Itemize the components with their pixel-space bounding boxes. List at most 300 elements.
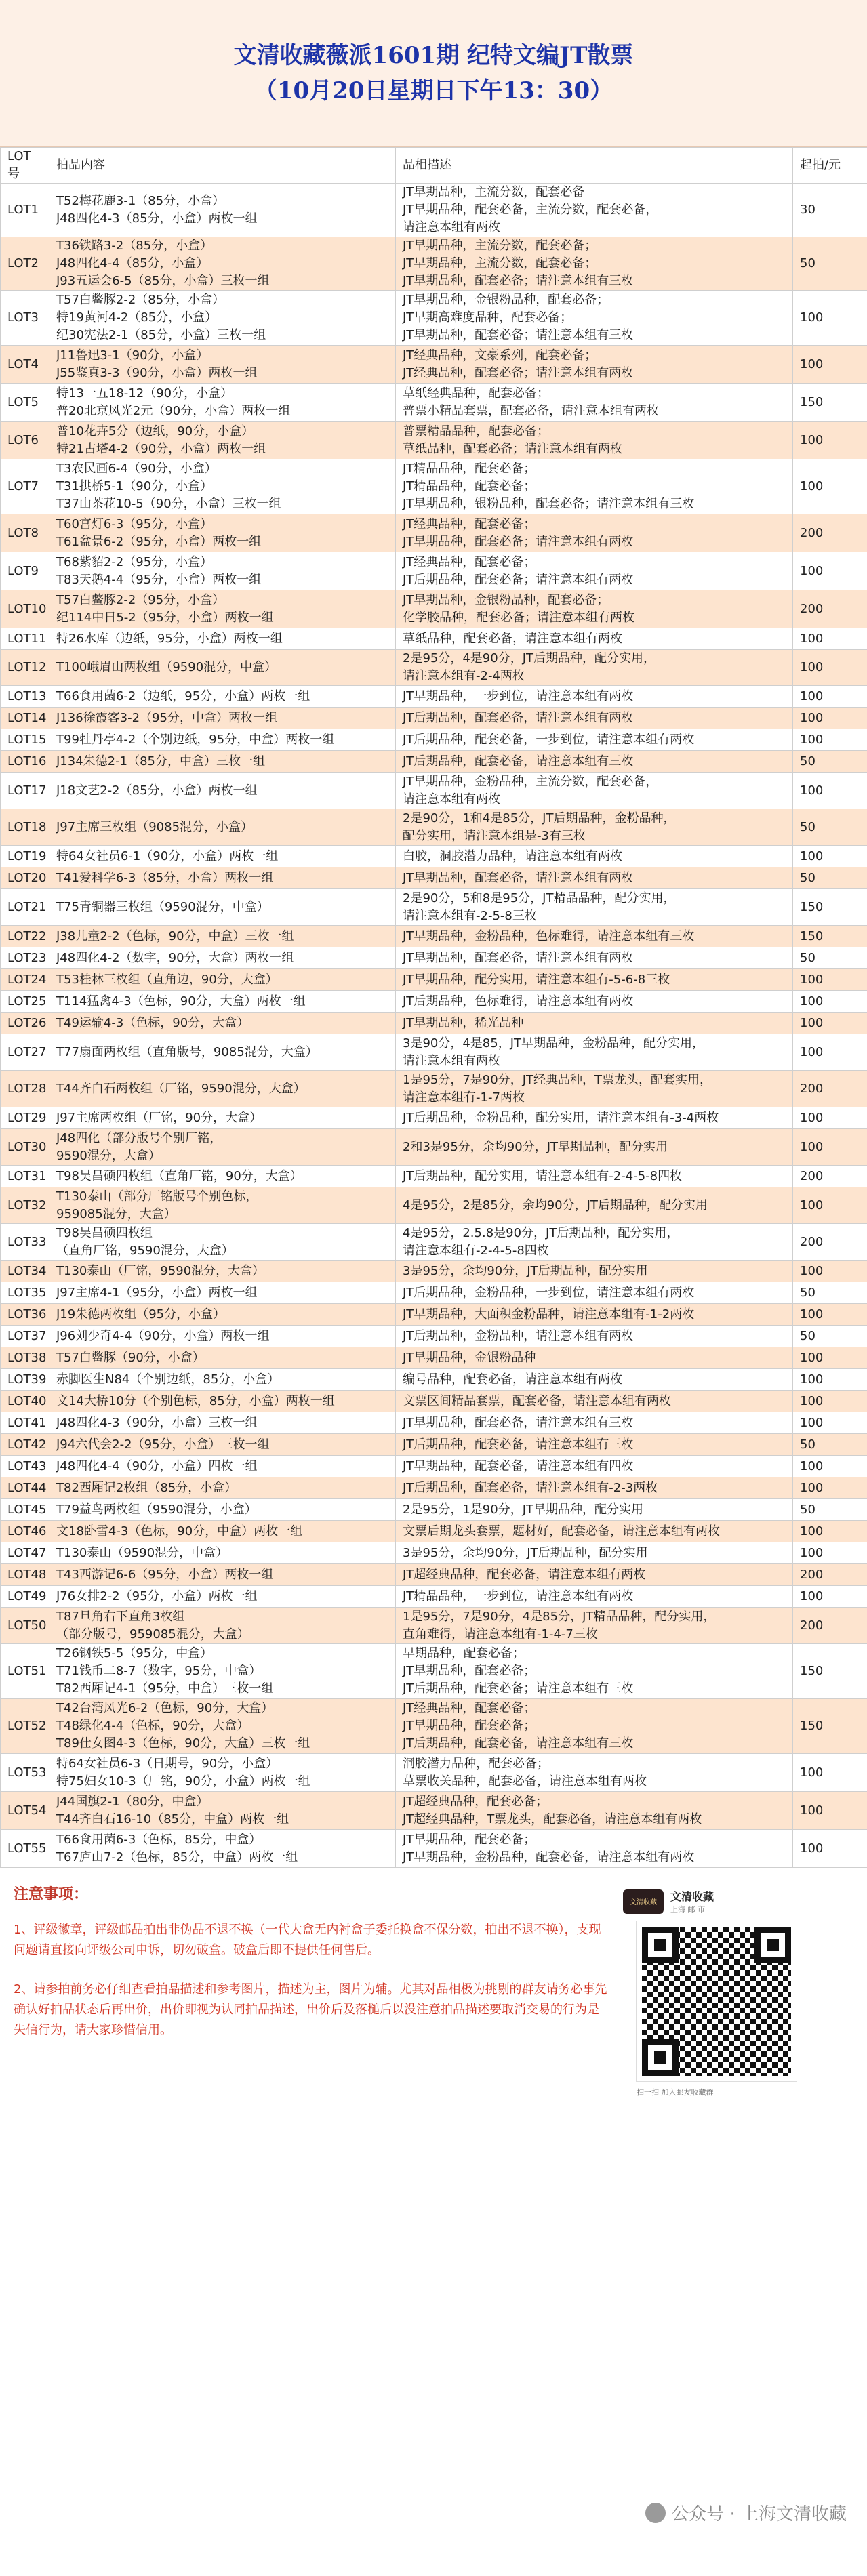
lot-content xyxy=(49,1261,396,1282)
lot-content-line: J48四化4-3（90分，小盒）三枚一组 xyxy=(56,1415,258,1430)
lot-description-line: 3是95分，余均90分，JT后期品种，配分实用 xyxy=(403,1545,648,1560)
lot-description-line: JT早期品种，配套必备； xyxy=(403,1719,536,1733)
lot-content xyxy=(49,1644,396,1699)
lot-number: LOT26 xyxy=(1,1013,49,1034)
lot-description-line: 请注意本组有两枚 xyxy=(403,220,500,234)
lot-description xyxy=(396,1129,793,1166)
lot-start-price: 100 xyxy=(793,1187,867,1224)
lot-description-line: JT后期品种，配套必备，请注意本组有三枚 xyxy=(403,1736,634,1751)
lot-start-price: 50 xyxy=(793,809,867,846)
lot-start-price: 200 xyxy=(793,1166,867,1187)
lot-content xyxy=(49,1456,396,1477)
lot-number: LOT8 xyxy=(1,514,49,552)
lot-description xyxy=(396,729,793,751)
lot-content-line: T114猛禽4-3（色标，90分，大盒）两枚一组 xyxy=(56,994,306,1008)
table-row[interactable] xyxy=(1,1456,867,1477)
table-row[interactable] xyxy=(1,1261,867,1282)
lot-content-line: 特64女社员6-3（日期号，90分，小盒） xyxy=(56,1756,279,1771)
table-row[interactable] xyxy=(1,1326,867,1347)
table-row[interactable] xyxy=(1,1129,867,1166)
page-subtitle: （10月20日星期日下午13：30） xyxy=(254,77,613,104)
lot-content-line: J136徐霞客3-2（95分，中盒）两枚一组 xyxy=(56,710,277,725)
lot-description-line: JT超经典品种，配套必备，请注意本组有两枚 xyxy=(403,1567,646,1582)
lot-table xyxy=(0,147,867,1868)
lot-content-line: T66食用菌6-3（色标，85分，中盒） xyxy=(56,1832,262,1847)
lot-start-price: 100 xyxy=(793,1129,867,1166)
table-row[interactable] xyxy=(1,846,867,867)
table-row[interactable] xyxy=(1,867,867,889)
table-row[interactable] xyxy=(1,1034,867,1071)
table-row[interactable] xyxy=(1,1521,867,1542)
lot-description xyxy=(396,1564,793,1586)
lot-start-price: 100 xyxy=(793,291,867,346)
lot-content-line: T48绿化4-4（色标，90分，大盒） xyxy=(56,1719,249,1733)
table-row[interactable] xyxy=(1,346,867,384)
lot-description xyxy=(396,867,793,889)
lot-description-line: JT早期品种，配套必备；请注意本组有两枚 xyxy=(403,534,634,549)
table-row[interactable] xyxy=(1,184,867,237)
lot-number: LOT17 xyxy=(1,773,49,809)
note-item: 1、评级徽章，评级邮品拍出非伪品不退不换（一代大盒无内衬盒子委托换盒不保分数，拍出不退不换），支现问题请直接向评级公司申诉，切勿破盒。破盒后即不提供任何售后。 xyxy=(14,1923,601,1957)
table-row[interactable] xyxy=(1,628,867,650)
lot-description xyxy=(396,1521,793,1542)
lot-content xyxy=(49,422,396,459)
lot-start-price: 100 xyxy=(793,1261,867,1282)
lot-description-line: JT早期品种，金银粉品种，配套必备； xyxy=(403,592,609,607)
lot-description xyxy=(396,1608,793,1644)
watermark xyxy=(645,2500,847,2525)
lot-content-line: T36铁路3-2（85分，小盒） xyxy=(56,239,213,253)
table-row[interactable] xyxy=(1,1391,867,1412)
lot-content-line: J48四化4-4（85分，小盒） xyxy=(56,256,209,270)
lot-description-line: JT早期品种，稀光品种 xyxy=(403,1015,524,1030)
lot-content-line: J97主席两枚组（厂铭，90分，大盒） xyxy=(56,1110,262,1125)
qr-card-header xyxy=(623,1888,826,1915)
lot-description-line: JT超经典品种，配套必备； xyxy=(403,1794,548,1809)
lot-table-body xyxy=(1,184,867,1868)
notes-section xyxy=(0,1868,867,2546)
lot-number: LOT46 xyxy=(1,1521,49,1542)
lot-description-line: JT精品品种，一步到位，请注意本组有两枚 xyxy=(403,1589,634,1603)
lot-content-line: J48四化（部分版号个别厂铭， xyxy=(56,1130,222,1145)
lot-description-line: JT早期品种，大面积金粉品种，请注意本组有-1-2两枚 xyxy=(403,1307,695,1322)
lot-content xyxy=(49,552,396,590)
lot-number: LOT3 xyxy=(1,291,49,346)
lot-number: LOT21 xyxy=(1,889,49,926)
lot-description-line: 2是95分，1是90分，JT早期品种，配分实用 xyxy=(403,1502,644,1517)
lot-number: LOT24 xyxy=(1,969,49,991)
page-title: 文清收藏薇派1601期 纪特文编JT散票 xyxy=(233,42,634,69)
table-row[interactable] xyxy=(1,590,867,628)
table-row[interactable] xyxy=(1,1304,867,1326)
lot-content-line: 纪30宪法2-1（85分，小盒）三枚一组 xyxy=(56,328,266,342)
lot-description xyxy=(396,1224,793,1261)
lot-content-line: J94六代会2-2（95分，小盒）三枚一组 xyxy=(56,1437,270,1452)
lot-content-line: （直角厂铭，9590混分，大盒） xyxy=(56,1243,234,1258)
lot-content-line: T49运输4-3（色标，90分，大盒） xyxy=(56,1015,249,1030)
lot-description xyxy=(396,291,793,346)
table-row[interactable] xyxy=(1,1282,867,1304)
table-row[interactable] xyxy=(1,773,867,809)
lot-content xyxy=(49,1412,396,1434)
lot-description-line: JT后期品种，配分实用，请注意本组有-2-4-5-8四枚 xyxy=(403,1168,683,1183)
qr-brand-name: 文清收藏 xyxy=(670,1890,714,1903)
lot-description xyxy=(396,686,793,708)
lot-description-line: 编号品种，配套必备，请注意本组有两枚 xyxy=(403,1372,622,1387)
lot-content-line: 文18卧雪4-3（色标，90分，中盒）两枚一组 xyxy=(56,1524,303,1538)
table-row[interactable] xyxy=(1,1107,867,1129)
lot-description-line: JT早期品种，配套必备，请注意本组有两枚 xyxy=(403,870,634,885)
lot-content-line: J48四化4-2（数字，90分，大盒）两枚一组 xyxy=(56,950,294,965)
table-row[interactable] xyxy=(1,1608,867,1644)
lot-description-line: JT后期品种，金粉品种，一步到位，请注意本组有两枚 xyxy=(403,1285,695,1300)
lot-number: LOT42 xyxy=(1,1434,49,1456)
table-row[interactable] xyxy=(1,1071,867,1107)
lot-content-line: T83天鹅4-4（95分，小盒）两枚一组 xyxy=(56,572,262,587)
lot-description-line: JT后期品种，配套必备，请注意本组有两枚 xyxy=(403,710,634,725)
lot-start-price: 100 xyxy=(793,1586,867,1608)
lot-description xyxy=(396,628,793,650)
lot-description-line: JT早期品种，配套必备； xyxy=(403,1664,536,1678)
table-row[interactable] xyxy=(1,384,867,422)
lot-start-price: 100 xyxy=(793,628,867,650)
lot-start-price: 100 xyxy=(793,346,867,384)
lot-description-line: 请注意本组有-2-4-5-8四枚 xyxy=(403,1243,549,1258)
lot-content-line: T87旦角右下直角3枚组 xyxy=(56,1609,185,1624)
lot-description-line: JT经典品种，配套必备；请注意本组有两枚 xyxy=(403,365,634,380)
lot-description xyxy=(396,1754,793,1792)
table-row[interactable] xyxy=(1,1013,867,1034)
table-row[interactable] xyxy=(1,422,867,459)
lot-description-line: 请注意本组有-2-4两枚 xyxy=(403,669,525,683)
table-row[interactable] xyxy=(1,1412,867,1434)
lot-content-line: J134朱德2-1（85分，中盒）三枚一组 xyxy=(56,754,265,769)
lot-description-line: JT后期品种，金粉品种，配分实用，请注意本组有-3-4两枚 xyxy=(403,1110,719,1125)
table-row[interactable] xyxy=(1,708,867,729)
qr-brand-sub: 上海 邮 市 xyxy=(670,1905,705,1914)
lot-content xyxy=(49,1071,396,1107)
lot-content-line: T57白鳖豚（90分，小盒） xyxy=(56,1350,205,1365)
lot-number: LOT28 xyxy=(1,1071,49,1107)
table-row[interactable] xyxy=(1,1166,867,1187)
lot-description xyxy=(396,947,793,969)
qr-code[interactable] xyxy=(637,1921,797,2081)
lot-description xyxy=(396,1071,793,1107)
lot-number: LOT4 xyxy=(1,346,49,384)
lot-description-line: JT后期品种，配套必备，请注意本组有-2-3两枚 xyxy=(403,1480,658,1495)
lot-number: LOT12 xyxy=(1,650,49,686)
lot-description xyxy=(396,552,793,590)
lot-start-price: 100 xyxy=(793,1034,867,1071)
lot-content xyxy=(49,650,396,686)
lot-start-price: 200 xyxy=(793,1224,867,1261)
lot-content-line: 赤脚医生N84（个别边纸，85分，小盒） xyxy=(56,1372,280,1387)
table-row[interactable] xyxy=(1,1434,867,1456)
lot-description xyxy=(396,1792,793,1830)
lot-number: LOT16 xyxy=(1,751,49,773)
lot-description-line: 草纸品种，配套必备，请注意本组有两枚 xyxy=(403,631,622,646)
lot-start-price: 100 xyxy=(793,991,867,1013)
lot-content xyxy=(49,628,396,650)
table-row[interactable] xyxy=(1,1564,867,1586)
lot-content-line: T37山茶花10-5（90分，小盒）三枚一组 xyxy=(56,497,281,511)
table-row[interactable] xyxy=(1,969,867,991)
lot-description-line: JT早期品种，一步到位，请注意本组有两枚 xyxy=(403,689,634,703)
lot-description-line: JT早期品种，主流分数，配套必备； xyxy=(403,256,597,270)
table-row[interactable] xyxy=(1,991,867,1013)
lot-start-price: 200 xyxy=(793,1608,867,1644)
lot-content xyxy=(49,237,396,291)
table-row[interactable] xyxy=(1,947,867,969)
lot-number: LOT7 xyxy=(1,459,49,514)
lot-start-price: 100 xyxy=(793,1013,867,1034)
lot-description-line: JT后期品种，配套必备，一步到位，请注意本组有两枚 xyxy=(403,732,695,747)
lot-number: LOT32 xyxy=(1,1187,49,1224)
lot-content-line: J48四化4-4（90分，小盒）四枚一组 xyxy=(56,1458,258,1473)
lot-content xyxy=(49,514,396,552)
lot-description xyxy=(396,1499,793,1521)
qr-finder-pattern xyxy=(754,1927,791,1963)
lot-start-price: 150 xyxy=(793,926,867,947)
lot-description xyxy=(396,1456,793,1477)
lot-number: LOT37 xyxy=(1,1326,49,1347)
table-row[interactable] xyxy=(1,291,867,346)
lot-content xyxy=(49,729,396,751)
lot-content-line: T60宫灯6-3（95分，小盒） xyxy=(56,516,213,531)
lot-content xyxy=(49,1187,396,1224)
lot-description xyxy=(396,991,793,1013)
lot-description-line: 普票小精品套票，配套必备，请注意本组有两枚 xyxy=(403,403,659,418)
lot-number: LOT22 xyxy=(1,926,49,947)
lot-start-price: 200 xyxy=(793,1564,867,1586)
lot-number: LOT5 xyxy=(1,384,49,422)
lot-description-line: 4是95分，2是85分，余均90分，JT后期品种，配分实用 xyxy=(403,1198,708,1212)
lot-content-line: T71钱币二8-7（数字，95分，中盒） xyxy=(56,1664,262,1678)
lot-description-line: 文票区间精品套票，配套必备，请注意本组有两枚 xyxy=(403,1393,671,1408)
lot-content xyxy=(49,1166,396,1187)
lot-number: LOT29 xyxy=(1,1107,49,1129)
lot-content xyxy=(49,1699,396,1754)
lot-start-price: 100 xyxy=(793,1830,867,1868)
lot-description xyxy=(396,846,793,867)
lot-content-line: T43西游记6-6（95分，小盒）两枚一组 xyxy=(56,1567,274,1582)
lot-content-line: T79益鸟两枚组（9590混分，小盒） xyxy=(56,1502,257,1517)
table-row[interactable] xyxy=(1,926,867,947)
lot-number: LOT11 xyxy=(1,628,49,650)
lot-description-line: JT后期品种，配套必备，请注意本组有三枚 xyxy=(403,754,634,769)
lot-description-line: JT早期品种，金银粉品种，配套必备； xyxy=(403,293,609,307)
table-row[interactable] xyxy=(1,1586,867,1608)
lot-content xyxy=(49,459,396,514)
table-row[interactable] xyxy=(1,1347,867,1369)
table-row[interactable] xyxy=(1,1477,867,1499)
lot-content-line: T130泰山（厂铭，9590混分，大盒） xyxy=(56,1263,265,1278)
lot-content-line: T26钢铁5-5（95分，中盒） xyxy=(56,1646,213,1660)
col-header-content: 拍品内容 xyxy=(49,148,396,184)
lot-description-line: JT早期品种，金粉品种，配套必备，请注意本组有两枚 xyxy=(403,1849,695,1864)
lot-description-line: JT早期品种，配套必备； xyxy=(403,1832,536,1847)
lot-content xyxy=(49,846,396,867)
lot-start-price: 100 xyxy=(793,1456,867,1477)
lot-description-line: 草票收关品种，配套必备，请注意本组有两枚 xyxy=(403,1774,647,1788)
lot-description-line: JT经典品种，文豪系列，配套必备； xyxy=(403,348,597,363)
lot-content-line: T77扇面两枚组（直角版号，9085混分，大盒） xyxy=(56,1044,318,1059)
lot-content-line: J76女排2-2（95分，小盒）两枚一组 xyxy=(56,1589,258,1603)
lot-number: LOT38 xyxy=(1,1347,49,1369)
lot-start-price: 100 xyxy=(793,686,867,708)
lot-description xyxy=(396,1013,793,1034)
table-row[interactable] xyxy=(1,1369,867,1391)
lot-content-line: 特21古塔4-2（90分，小盒）两枚一组 xyxy=(56,441,266,456)
lot-content-line: 普20北京风光2元（90分，小盒）两枚一组 xyxy=(56,403,291,418)
lot-content-line: 特26水库（边纸，95分，小盒）两枚一组 xyxy=(56,631,283,646)
table-row[interactable] xyxy=(1,1792,867,1830)
table-row[interactable] xyxy=(1,552,867,590)
lot-content-line: J97主席三枚组（9085混分，小盒） xyxy=(56,819,254,834)
lot-content-line: T31拱桥5-1（90分，小盒） xyxy=(56,479,213,493)
lot-description xyxy=(396,1586,793,1608)
table-row[interactable] xyxy=(1,1542,867,1564)
lot-start-price: 150 xyxy=(793,384,867,422)
lot-start-price: 150 xyxy=(793,1644,867,1699)
lot-content-line: T130泰山（部分厂铭版号个别色标， xyxy=(56,1189,258,1204)
qr-caption: 扫一扫 加入邮友收藏群 xyxy=(637,2088,714,2097)
lot-start-price: 100 xyxy=(793,1369,867,1391)
lot-content-line: J96刘少奇4-4（90分，小盒）两枚一组 xyxy=(56,1328,270,1343)
lot-description-line: 化学胶品种，配套必备；请注意本组有两枚 xyxy=(403,610,634,625)
col-header-lot: LOT号 xyxy=(1,148,49,184)
lot-start-price: 100 xyxy=(793,708,867,729)
lot-description xyxy=(396,809,793,846)
lot-start-price: 100 xyxy=(793,969,867,991)
lot-description-line: JT精品品种，配套必备； xyxy=(403,479,536,493)
lot-number: LOT9 xyxy=(1,552,49,590)
lot-number: LOT41 xyxy=(1,1412,49,1434)
table-row[interactable] xyxy=(1,751,867,773)
lot-description-line: 普票精品品种，配套必备； xyxy=(403,424,549,438)
lot-description-line: JT后期品种，配套必备，请注意本组有三枚 xyxy=(403,1437,634,1452)
lot-description-line: JT超经典品种，T票龙头，配套必备，请注意本组有两枚 xyxy=(403,1812,702,1826)
lot-number: LOT2 xyxy=(1,237,49,291)
qr-finder-pattern xyxy=(642,1927,679,1963)
lot-content-line: 文14大桥10分（个别色标，85分，小盒）两枚一组 xyxy=(56,1393,335,1408)
lot-content-line: （部分版号，959085混分，大盒） xyxy=(56,1627,249,1641)
lot-content-line: T66食用菌6-2（边纸，95分，小盒）两枚一组 xyxy=(56,689,310,703)
table-row[interactable] xyxy=(1,686,867,708)
lot-content-line: T52梅花鹿3-1（85分，小盒） xyxy=(56,194,225,208)
lot-number: LOT39 xyxy=(1,1369,49,1391)
lot-start-price: 50 xyxy=(793,1499,867,1521)
lot-start-price: 100 xyxy=(793,773,867,809)
lot-content xyxy=(49,1521,396,1542)
lot-content-line: J97主席4-1（95分，小盒）两枚一组 xyxy=(56,1285,258,1300)
lot-start-price: 50 xyxy=(793,751,867,773)
table-row[interactable] xyxy=(1,809,867,846)
lot-description-line: JT精品品种，配套必备； xyxy=(403,462,536,476)
table-row[interactable] xyxy=(1,459,867,514)
lot-description-line: JT早期品种，金粉品种，主流分数，配套必备， xyxy=(403,774,658,789)
lot-description xyxy=(396,926,793,947)
lot-description xyxy=(396,1166,793,1187)
table-row[interactable] xyxy=(1,514,867,552)
lot-number: LOT49 xyxy=(1,1586,49,1608)
lot-content xyxy=(49,1369,396,1391)
lot-description-line: 2是90分，5和8是95分，JT精品品种，配分实用， xyxy=(403,891,676,905)
brand-logo: 文清收藏 xyxy=(623,1889,664,1914)
table-row[interactable] xyxy=(1,1754,867,1792)
table-row[interactable] xyxy=(1,1224,867,1261)
table-row[interactable] xyxy=(1,1699,867,1754)
lot-description-line: 直角难得，请注意本组有-1-4-7三枚 xyxy=(403,1627,598,1641)
lot-content xyxy=(49,1282,396,1304)
lot-number: LOT1 xyxy=(1,184,49,237)
lot-content-line: T3农民画6-4（90分，小盒） xyxy=(56,462,217,476)
lot-number: LOT31 xyxy=(1,1166,49,1187)
lot-description xyxy=(396,969,793,991)
lot-description xyxy=(396,459,793,514)
lot-description-line: 4是95分，2.5.8是90分，JT后期品种，配分实用， xyxy=(403,1225,679,1240)
lot-start-price: 100 xyxy=(793,1477,867,1499)
lot-content xyxy=(49,809,396,846)
lot-description xyxy=(396,237,793,291)
lot-content xyxy=(49,969,396,991)
lot-description xyxy=(396,1261,793,1282)
lot-description-line: JT早期品种，金银粉品种 xyxy=(403,1350,536,1365)
lot-start-price: 100 xyxy=(793,1347,867,1369)
table-row[interactable] xyxy=(1,1499,867,1521)
lot-description-line: JT早期品种，主流分数，配套必备 xyxy=(403,185,585,199)
table-row[interactable] xyxy=(1,729,867,751)
lot-description-line: JT早期品种，配套必备；请注意本组有三枚 xyxy=(403,328,634,342)
lot-number: LOT18 xyxy=(1,809,49,846)
lot-description xyxy=(396,650,793,686)
lot-content-line: T53桂林三枚组（直角边，90分，大盒） xyxy=(56,972,278,987)
lot-description-line: 文票后期龙头套票，题材好，配套必备，请注意本组有两枚 xyxy=(403,1524,720,1538)
table-row[interactable] xyxy=(1,237,867,291)
lot-number: LOT35 xyxy=(1,1282,49,1304)
lot-content-line: J55鉴真3-3（90分，小盒）两枚一组 xyxy=(56,365,258,380)
wechat-account-icon xyxy=(645,2503,666,2523)
lot-description-line: JT早期品种，配套必备，请注意本组有三枚 xyxy=(403,1415,634,1430)
lot-number: LOT47 xyxy=(1,1542,49,1564)
table-row[interactable] xyxy=(1,1187,867,1224)
lot-number: LOT40 xyxy=(1,1391,49,1412)
lot-content xyxy=(49,1224,396,1261)
lot-content xyxy=(49,1499,396,1521)
table-row[interactable] xyxy=(1,1644,867,1699)
lot-content xyxy=(49,1129,396,1166)
lot-number: LOT23 xyxy=(1,947,49,969)
lot-content xyxy=(49,1542,396,1564)
lot-content-line: T44齐白石两枚组（厂铭，9590混分，大盒） xyxy=(56,1081,306,1096)
table-row[interactable] xyxy=(1,889,867,926)
lot-description xyxy=(396,1326,793,1347)
lot-number: LOT53 xyxy=(1,1754,49,1792)
table-row[interactable] xyxy=(1,650,867,686)
lot-start-price: 100 xyxy=(793,1304,867,1326)
lot-description xyxy=(396,1107,793,1129)
lot-start-price: 100 xyxy=(793,459,867,514)
page-header xyxy=(0,0,867,147)
lot-description-line: 草纸品种，配套必备；请注意本组有两枚 xyxy=(403,441,622,456)
qr-finder-pattern xyxy=(642,2039,679,2076)
lot-description xyxy=(396,1412,793,1434)
lot-description-line: JT早期品种，主流分数，配套必备； xyxy=(403,239,597,253)
lot-content xyxy=(49,590,396,628)
lot-content-line: T68紫貂2-2（95分，小盒） xyxy=(56,554,213,569)
table-row[interactable] xyxy=(1,1830,867,1868)
lot-content-line: T57白鳖豚2-2（85分，小盒） xyxy=(56,293,225,307)
